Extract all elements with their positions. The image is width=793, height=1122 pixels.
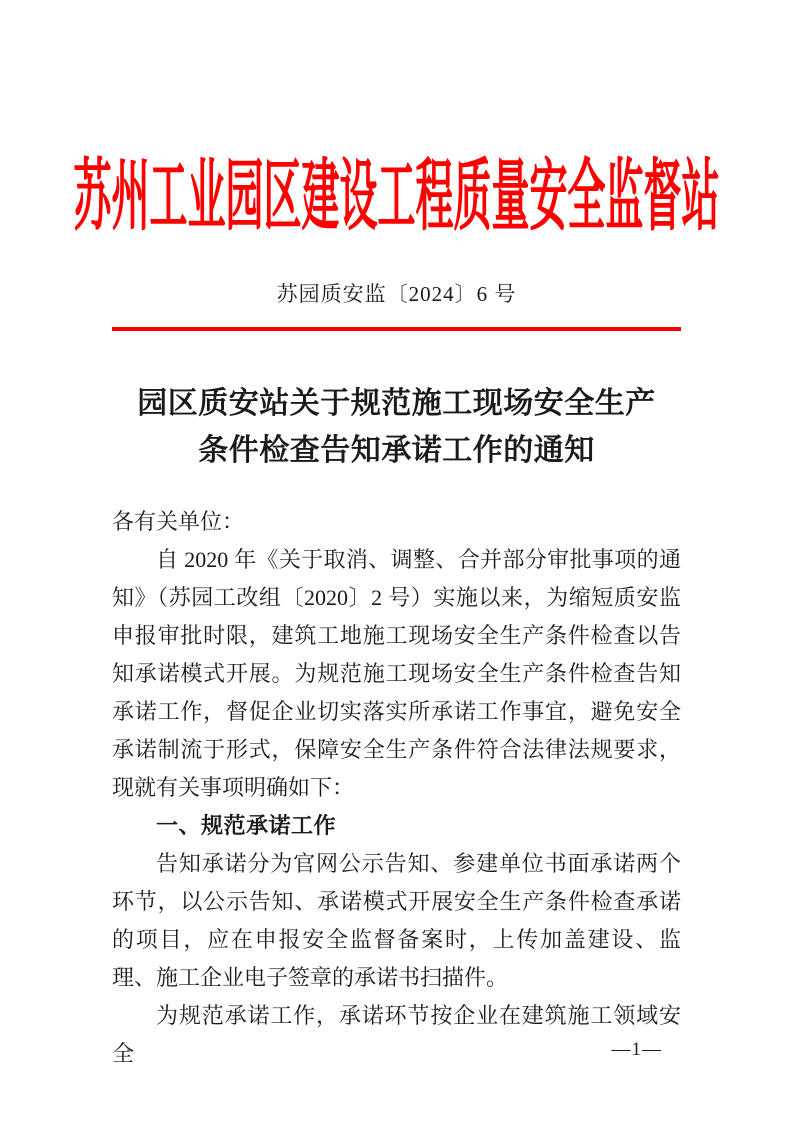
paragraph-intro: 自 2020 年《关于取消、调整、合并部分审批事项的通知》（苏园工改组〔2020〕2 号）实施以来，为缩短质安监申报审批时限，建筑工地施工现场安全生产条件检查以告知承诺模式开展。为规范施工现场安全生产条件检查告知承诺工作，督促企业切实落实所承诺工作事宜，避免安全承诺制流于形式，保障安全生产条件符合法律法规要求，现就有关事项明确如下： (112, 547, 681, 800)
doc-reference-number: 苏园质安监〔2024〕6 号 (276, 282, 517, 306)
paragraph-continued: 为规范承诺工作，承诺环节按企业在建筑施工领域安全 (112, 1003, 681, 1066)
salutation: 各有关单位： (112, 509, 245, 534)
doc-title-line2: 条件检查告知承诺工作的通知 (198, 434, 595, 467)
agency-name: 苏州工业园区建设工程质量安全监督站 (73, 154, 720, 241)
page-number: —1— (611, 1039, 662, 1060)
paragraph-commitment-process: 告知承诺分为官网公示告知、参建单位书面承诺两个环节，以公示告知、承诺模式开展安全生产条件检查承诺的项目，应在申报安全监督备案时，上传加盖建设、监理、施工企业电子签章的承诺书扫描件。 (112, 851, 681, 990)
agency-masthead (0, 0, 793, 241)
doc-title-line1: 园区质安站关于规范施工现场安全生产 (137, 387, 656, 420)
doc-body (112, 503, 681, 1073)
red-divider-line (112, 327, 681, 331)
doc-title (70, 380, 723, 474)
section-1-heading: 一、规范承诺工作 (156, 813, 337, 838)
